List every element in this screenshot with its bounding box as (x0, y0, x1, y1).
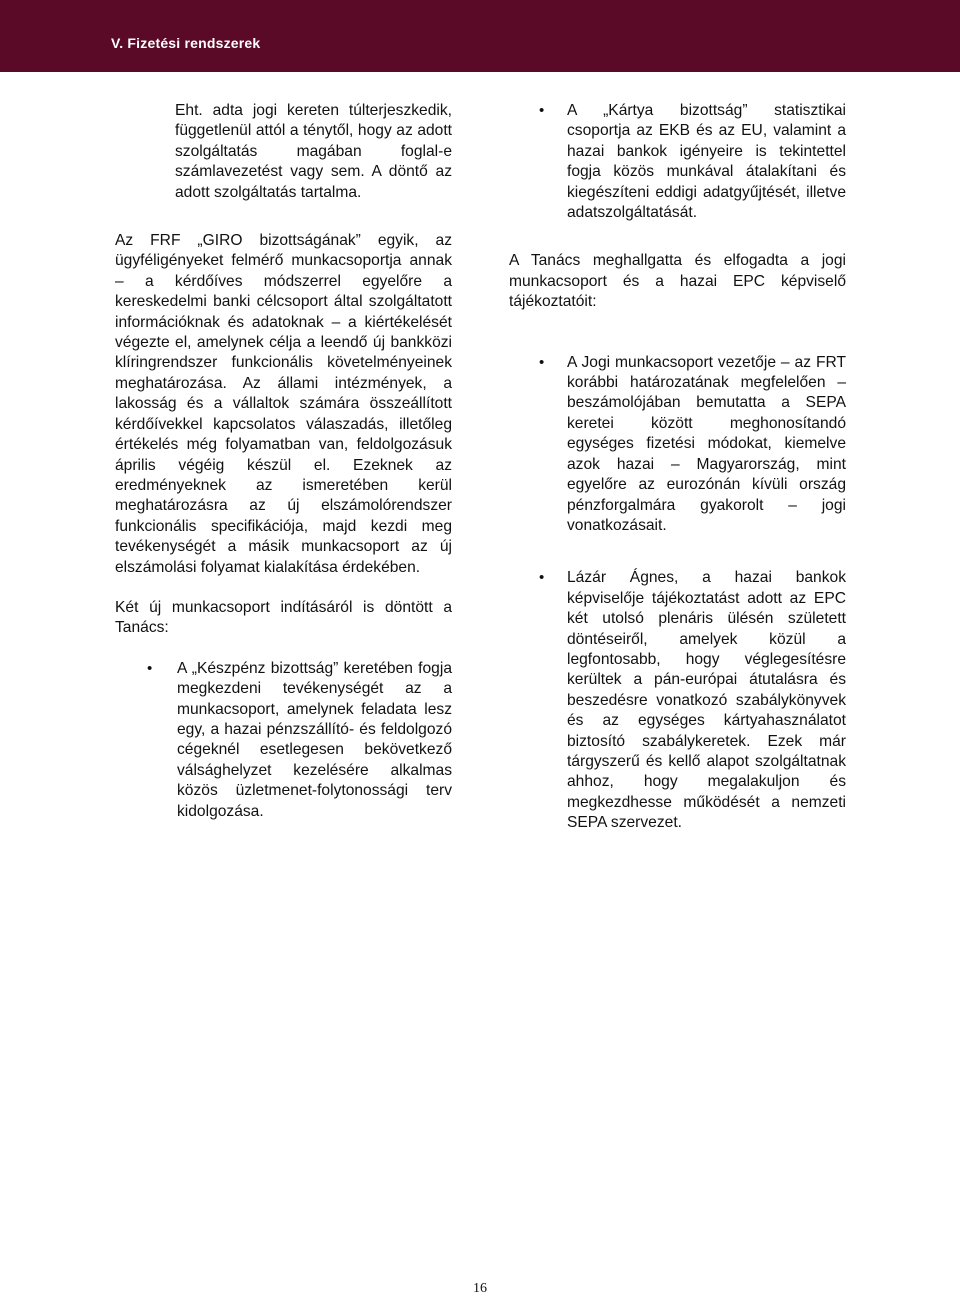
right-column (509, 101, 846, 834)
list-item (509, 101, 846, 223)
list-item (115, 659, 452, 822)
header-bar (0, 0, 960, 72)
left-bullet-list (115, 659, 452, 822)
bullet-icon: • (539, 102, 545, 119)
list-item-text: Lázár Ágnes, a hazai bankok képviselője tájékoztatást adott az EPC két utolsó plenáris ülésén született döntéseiről, amelyek közül a legfontosabb, hogy véglegesítésre kerültek a pán-európai átutalásra és beszedésre vonatkozó szabálykönyvek és az egységes kártyahasználatot biztosító szabálykeretek. Ezek már tárgyszerű és kellő alapot szolgáltatnak ahhoz, hogy megalakuljon és megkezdhesse működését a nemzeti SEPA szervezet. (567, 569, 846, 832)
right-bullet-list-bottom (509, 353, 846, 834)
list-item (509, 353, 846, 537)
section-title: V. Fizetési rendszerek (111, 35, 261, 51)
left-column (115, 101, 452, 822)
list-item-text: A Jogi munkacsoport vezetője – az FRT korábbi határozatának megfelelően – beszámolójában bemutatta a SEPA keretei között meghonosítandó egységes fizetési módokat, kiemelve azok hazai – Magyarország, mint egyelőre az eurozónán kívüli ország pénzforgalmára gyakorolt – jogi vonatkozásait. (567, 353, 846, 534)
page-number: 16 (473, 1281, 487, 1296)
paragraph-working-groups: Két új munkacsoport indításáról is döntött a Tanács: (115, 598, 452, 637)
bullet-icon: • (539, 569, 545, 587)
paragraph-council: A Tanács meghallgatta és elfogadta a jogi munkacsoport és a hazai EPC képviselő tájékoztatóit: (509, 252, 846, 311)
bullet-icon: • (539, 353, 545, 371)
right-bullet-list-top (509, 101, 846, 223)
bullet-icon: • (147, 659, 153, 677)
list-item (509, 568, 846, 833)
paragraph-giro: Az FRF „GIRO bizottságának” egyik, az ügyféligényeket felmérő munkacsoportja annak – a kérdőíves módszerrel egyelőre a kereskedelmi banki célcsoport által szolgáltatott információknak és adatoknak – a kiértékelését végezte el, amelynek célja a leendő új bankközi klíringrendszer funkcionális követelményeinek meghatározása. Az állami intézmények, a lakosság és a vállaltok számára összeállított kérdőívekkel kapcsolatos válaszadás, illetőleg értékelés még folyamatban van, feldolgozásuk április végéig készül el. Ezeknek az eredményeknek az ismeretében kerül meghatározásra az új elszámolórendszer funkcionális specifikációja, majd kezdi meg tevékenységét a másik munkacsoport az új elszámolási folyamat kialakítása érdekében. (115, 232, 452, 576)
list-item-text: A „Kártya bizottság” statisztikai csoportja az EKB és az EU, valamint a hazai bankok igényeire is tekintettel fogja közös munkával átalakítani és kiegészíteni eddigi adatgyűjtését, illetve adatszolgáltatását. (567, 102, 846, 222)
paragraph-eht: Eht. adta jogi kereten túlterjeszkedik, függetlenül attól a ténytől, hogy az adott szolgáltatás magában foglal-e számlavezetést vagy sem. A döntő az adott szolgáltatás tartalma. (175, 102, 452, 201)
list-item-text: A „Készpénz bizottság” keretében fogja megkezdeni tevékenységét az a munkacsoport, amelynek feladata lesz egy, a hazai pénzszállító- és feldolgozó cégeknél esetlegesen bekövetkező válsághelyzet kezelésére alkalmas közös üzletmenet-folytonossági terv kidolgozása. (177, 659, 452, 820)
